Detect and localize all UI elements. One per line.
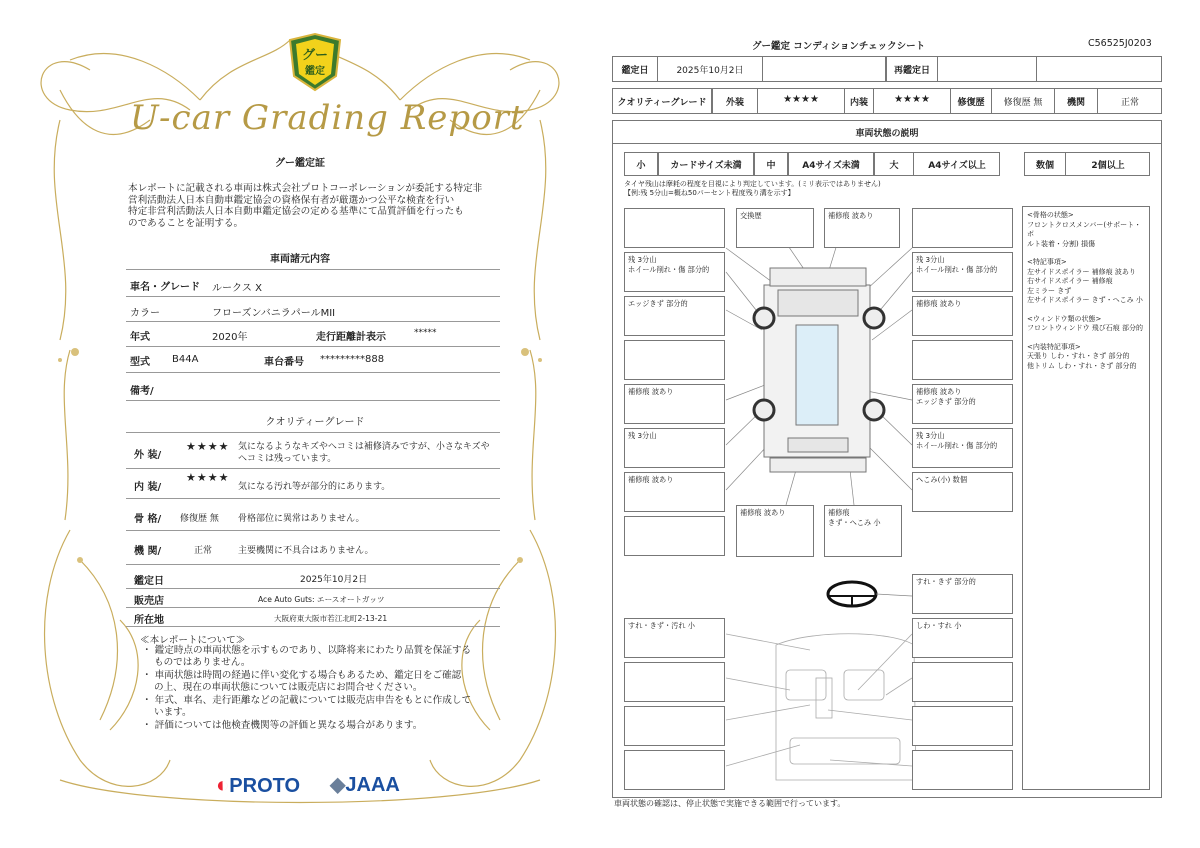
divider (126, 607, 500, 608)
goo-appraisal-logo (286, 32, 344, 92)
damage-line: 残 3分山 (628, 431, 657, 440)
chassis-label: 車台番号 (264, 357, 304, 368)
side-note-line: 天張り しわ・すれ・きず 部分的 (1027, 352, 1130, 360)
certificate-line: のであることを証明する。 (128, 217, 244, 229)
side-note-line: <内装特記事項> (1027, 342, 1081, 351)
damage-line: ホイール削れ・傷 部分的 (916, 265, 998, 274)
divider (126, 498, 500, 499)
side-note-line: フロントウィンドウ 飛び石痕 部分的 (1027, 324, 1144, 332)
size-large-label: 大 (889, 161, 899, 171)
size-medium-label: 中 (766, 161, 776, 171)
side-note-line: <特記事項> (1027, 258, 1067, 266)
damage-line: 補修痕 (828, 508, 850, 517)
divider (126, 468, 500, 469)
side-notes-box (1022, 206, 1150, 790)
engine-value: 正常 (194, 546, 213, 556)
dealer-value: Ace Auto Guts: エースオートガッツ (258, 595, 385, 604)
size-medium-desc: A4サイズ未満 (802, 161, 860, 171)
damage-line: 残 3分山 (916, 255, 945, 264)
damage-line: ホイール削れ・傷 部分的 (916, 441, 998, 450)
damage-line: すれ・きず・汚れ 小 (628, 621, 695, 630)
year-label: 年式 (130, 332, 150, 343)
exterior-stars: ★★★★ (186, 440, 230, 453)
logo-text-top: グー (301, 48, 328, 63)
damage-line: 補修痕 波あり (740, 508, 786, 517)
exterior-comment-line: 気になるようなキズやヘコミは補修済みですが、小さなキズや (238, 442, 490, 452)
damage-box (624, 208, 725, 248)
damage-box (912, 428, 1013, 468)
damage-line: エッジきず 部分的 (628, 299, 688, 308)
quality-grade-title: クオリティーグレード (265, 417, 365, 428)
divider (126, 372, 500, 373)
jaaa-logo (330, 772, 400, 797)
grade-interior-stars: ★★★★ (894, 94, 930, 105)
tire-note-line: タイヤ残山は摩耗の程度を目視により判定しています。(ミリ表示ではありません) (624, 180, 881, 188)
model-label: 型式 (130, 357, 150, 368)
damage-box (912, 296, 1013, 336)
grade-engine-label: 機関 (1066, 98, 1085, 108)
damage-box (824, 505, 902, 557)
odometer-label: 走行距離計表示 (316, 332, 386, 343)
grade-exterior-stars: ★★★★ (783, 94, 819, 105)
note-line: の上、現在の車両状態については販売店にお問合せください。 (154, 681, 423, 693)
exterior-comment-line: ヘコミは残っています。 (238, 454, 337, 464)
side-note-line: ルト装着・分割) 損傷 (1027, 239, 1095, 248)
year-value: 2020年 (212, 332, 248, 343)
logo-text-bottom: 鑑定 (305, 66, 325, 77)
report-script-title: U-car Grading Report (130, 98, 525, 138)
frame-comment: 骨格部位に異常はありません。 (238, 514, 365, 524)
size-large-desc: A4サイズ以上 (928, 161, 986, 171)
redate-label: 再鑑定日 (893, 66, 930, 76)
divider (126, 564, 500, 565)
side-note-line: 左ミラー きず (1027, 286, 1072, 295)
exterior-comment (238, 441, 490, 465)
sheet-title: グー鑑定 コンディションチェックシート (752, 41, 926, 52)
date-value: 2025年10月2日 (676, 66, 744, 76)
date-blank-cell (762, 56, 886, 82)
divider (126, 346, 500, 347)
damage-box (624, 516, 725, 556)
damage-box (624, 296, 725, 336)
tire-note-line: 【例:残 5分山=概ね50パーセント程度残り溝を示す】 (624, 189, 795, 197)
divider (126, 400, 500, 401)
divider (126, 626, 500, 627)
certificate-line: 営利活動法人日本自動車鑑定協会の資格保有者が厳選かつ公平な検査を行い (128, 194, 455, 206)
damage-box (624, 252, 725, 292)
divider (126, 432, 500, 433)
note-item (142, 695, 492, 718)
damage-line: 補修痕 波あり (916, 299, 962, 308)
damage-box (912, 340, 1013, 380)
damage-box (912, 208, 1013, 248)
side-note-line: 左サイドスポイラー 補修痕 波あり (1027, 267, 1136, 276)
divider (126, 296, 500, 297)
damage-box (624, 340, 725, 380)
damage-box (736, 208, 814, 248)
certificate-line: 特定非営利活動法人日本自動車鑑定協会の定める基準にて品質評価を行ったも (128, 206, 464, 217)
damage-line: へこみ(小) 数個 (916, 475, 968, 484)
jaaa-mark-icon: ◆ (330, 774, 346, 796)
condition-title: 車両状態の説明 (855, 129, 919, 139)
color-label: カラー (130, 308, 160, 319)
damage-line: しわ・すれ 小 (916, 621, 962, 630)
damage-box (912, 574, 1013, 614)
damage-box (912, 662, 1013, 702)
damage-box (624, 428, 725, 468)
interior-label: 内 装/ (134, 482, 162, 493)
damage-line: すれ・きず 部分的 (916, 577, 976, 586)
damage-box (912, 252, 1013, 292)
damage-line: 残 3分山 (628, 255, 657, 264)
side-note-line: フロントクロスメンバー(サポート・ボ (1027, 220, 1142, 238)
damage-box (824, 208, 900, 248)
count-desc: 2個以上 (1091, 161, 1125, 171)
frame-label: 骨 格/ (134, 514, 162, 525)
frame-value: 修復歴 無 (180, 514, 219, 524)
damage-line: 交換歴 (740, 211, 762, 220)
grade-repair-value: 修復歴 無 (1003, 98, 1043, 108)
damage-box (624, 618, 725, 658)
certificate-title: グー鑑定証 (275, 158, 325, 169)
exterior-label: 外 装/ (134, 450, 162, 461)
grade-engine-value: 正常 (1120, 98, 1139, 108)
divider (126, 269, 500, 270)
note-item (142, 720, 492, 732)
grade-interior-label: 内装 (849, 98, 868, 108)
quality-grade-label: クオリティーグレード (617, 98, 707, 108)
damage-box (912, 618, 1013, 658)
date-label: 鑑定日 (621, 66, 649, 76)
remarks-label: 備考/ (130, 386, 154, 397)
damage-box (624, 662, 725, 702)
appraisal-date-value: 2025年10月2日 (300, 575, 368, 585)
damage-box (624, 706, 725, 746)
interior-stars: ★★★★ (186, 471, 230, 484)
damage-box (912, 750, 1013, 790)
damage-line: きず・へこみ 小 (828, 518, 881, 527)
car-name-label: 車名・グレード (130, 282, 200, 293)
side-note-line: <ウィンドウ類の状態> (1027, 314, 1102, 323)
damage-box (624, 472, 725, 512)
grade-exterior-label: 外装 (725, 98, 744, 108)
redate-extra-cell (1036, 56, 1162, 82)
damage-line: 補修痕 波あり (628, 387, 674, 396)
odometer-value: ***** (414, 328, 437, 338)
note-line: います。 (154, 706, 192, 718)
size-small-desc: カードサイズ未満 (670, 161, 742, 171)
side-note-line: 右サイドスポイラー 補修痕 (1027, 277, 1113, 285)
damage-box (912, 706, 1013, 746)
damage-box (624, 750, 725, 790)
side-note-spacer (1027, 334, 1145, 343)
note-line: ・ 鑑定時点の車両状態を示すものであり、以降将来にわたり品質を保証する (142, 645, 472, 656)
note-item (142, 645, 492, 668)
certificate-body (128, 183, 498, 229)
size-small-label: 小 (636, 161, 646, 171)
damage-line: エッジきず 部分的 (916, 397, 976, 406)
side-note-spacer (1027, 249, 1145, 258)
damage-box (912, 384, 1013, 424)
car-name-value: ルークス X (212, 283, 262, 294)
note-line: ・ 年式、車名、走行距離などの記載については販売店申告をもとに作成して (142, 695, 472, 706)
proto-mark-icon: ◐ (216, 772, 230, 797)
engine-comment: 主要機関に不具合はありません。 (238, 546, 374, 556)
damage-box (736, 505, 814, 557)
grade-repair-label: 修復歴 (957, 98, 985, 108)
certificate-line: 本レポートに記載される車両は株式会社プロトコーポレーションが委託する特定非 (128, 183, 483, 194)
note-line: ・ 車両状態は時間の経過に伴い変化する場合もあるため、鑑定日をご確認 (142, 670, 462, 681)
footer-note: 車両状態の確認は、停止状態で実施できる範囲で行っています。 (614, 799, 846, 808)
note-item (142, 670, 492, 693)
divider (126, 321, 500, 322)
proto-logo-text: PROTO (229, 775, 301, 797)
damage-line: 補修痕 波あり (828, 211, 874, 220)
sheet-code: C56525J0203 (1088, 38, 1152, 49)
proto-logo (216, 772, 300, 798)
damage-line: 補修痕 波あり (916, 387, 962, 396)
damage-box (624, 384, 725, 424)
jaaa-logo-text: JAAA (345, 774, 400, 796)
engine-label: 機 関/ (134, 546, 162, 557)
damage-line: ホイール削れ・傷 部分的 (628, 265, 710, 274)
damage-line: 補修痕 波あり (628, 475, 674, 484)
side-note-spacer (1027, 306, 1145, 315)
interior-comment: 気になる汚れ等が部分的にあります。 (238, 482, 391, 492)
count-label: 数個 (1035, 161, 1054, 171)
address-label: 所在地 (134, 615, 164, 626)
side-note-line: <骨格の状態> (1027, 211, 1074, 219)
tire-note (624, 180, 881, 198)
model-value: B44A (172, 354, 199, 365)
address-value: 大阪府東大阪市若江北町2-13-21 (274, 614, 388, 623)
color-value: フローズンバニラパールMII (212, 308, 336, 319)
spec-section-title: 車両諸元内容 (270, 254, 330, 265)
divider (126, 588, 500, 589)
condition-check-sheet (600, 0, 1200, 848)
side-note-line: 他トリム しわ・すれ・きず 部分的 (1027, 361, 1137, 370)
appraisal-date-label: 鑑定日 (134, 576, 164, 587)
damage-box (912, 472, 1013, 512)
note-line: ものではありません。 (154, 656, 251, 668)
chassis-value: *********888 (320, 354, 385, 365)
dealer-label: 販売店 (134, 596, 164, 607)
notes-title: ≪本レポートについて≫ (140, 635, 246, 646)
side-note-line: 左サイドスポイラー きず・へこみ 小 (1027, 296, 1143, 304)
divider (126, 530, 500, 531)
note-line: ・ 評価については他検査機関等の評価と異なる場合があります。 (142, 720, 423, 731)
damage-line: 残 3分山 (916, 431, 945, 440)
